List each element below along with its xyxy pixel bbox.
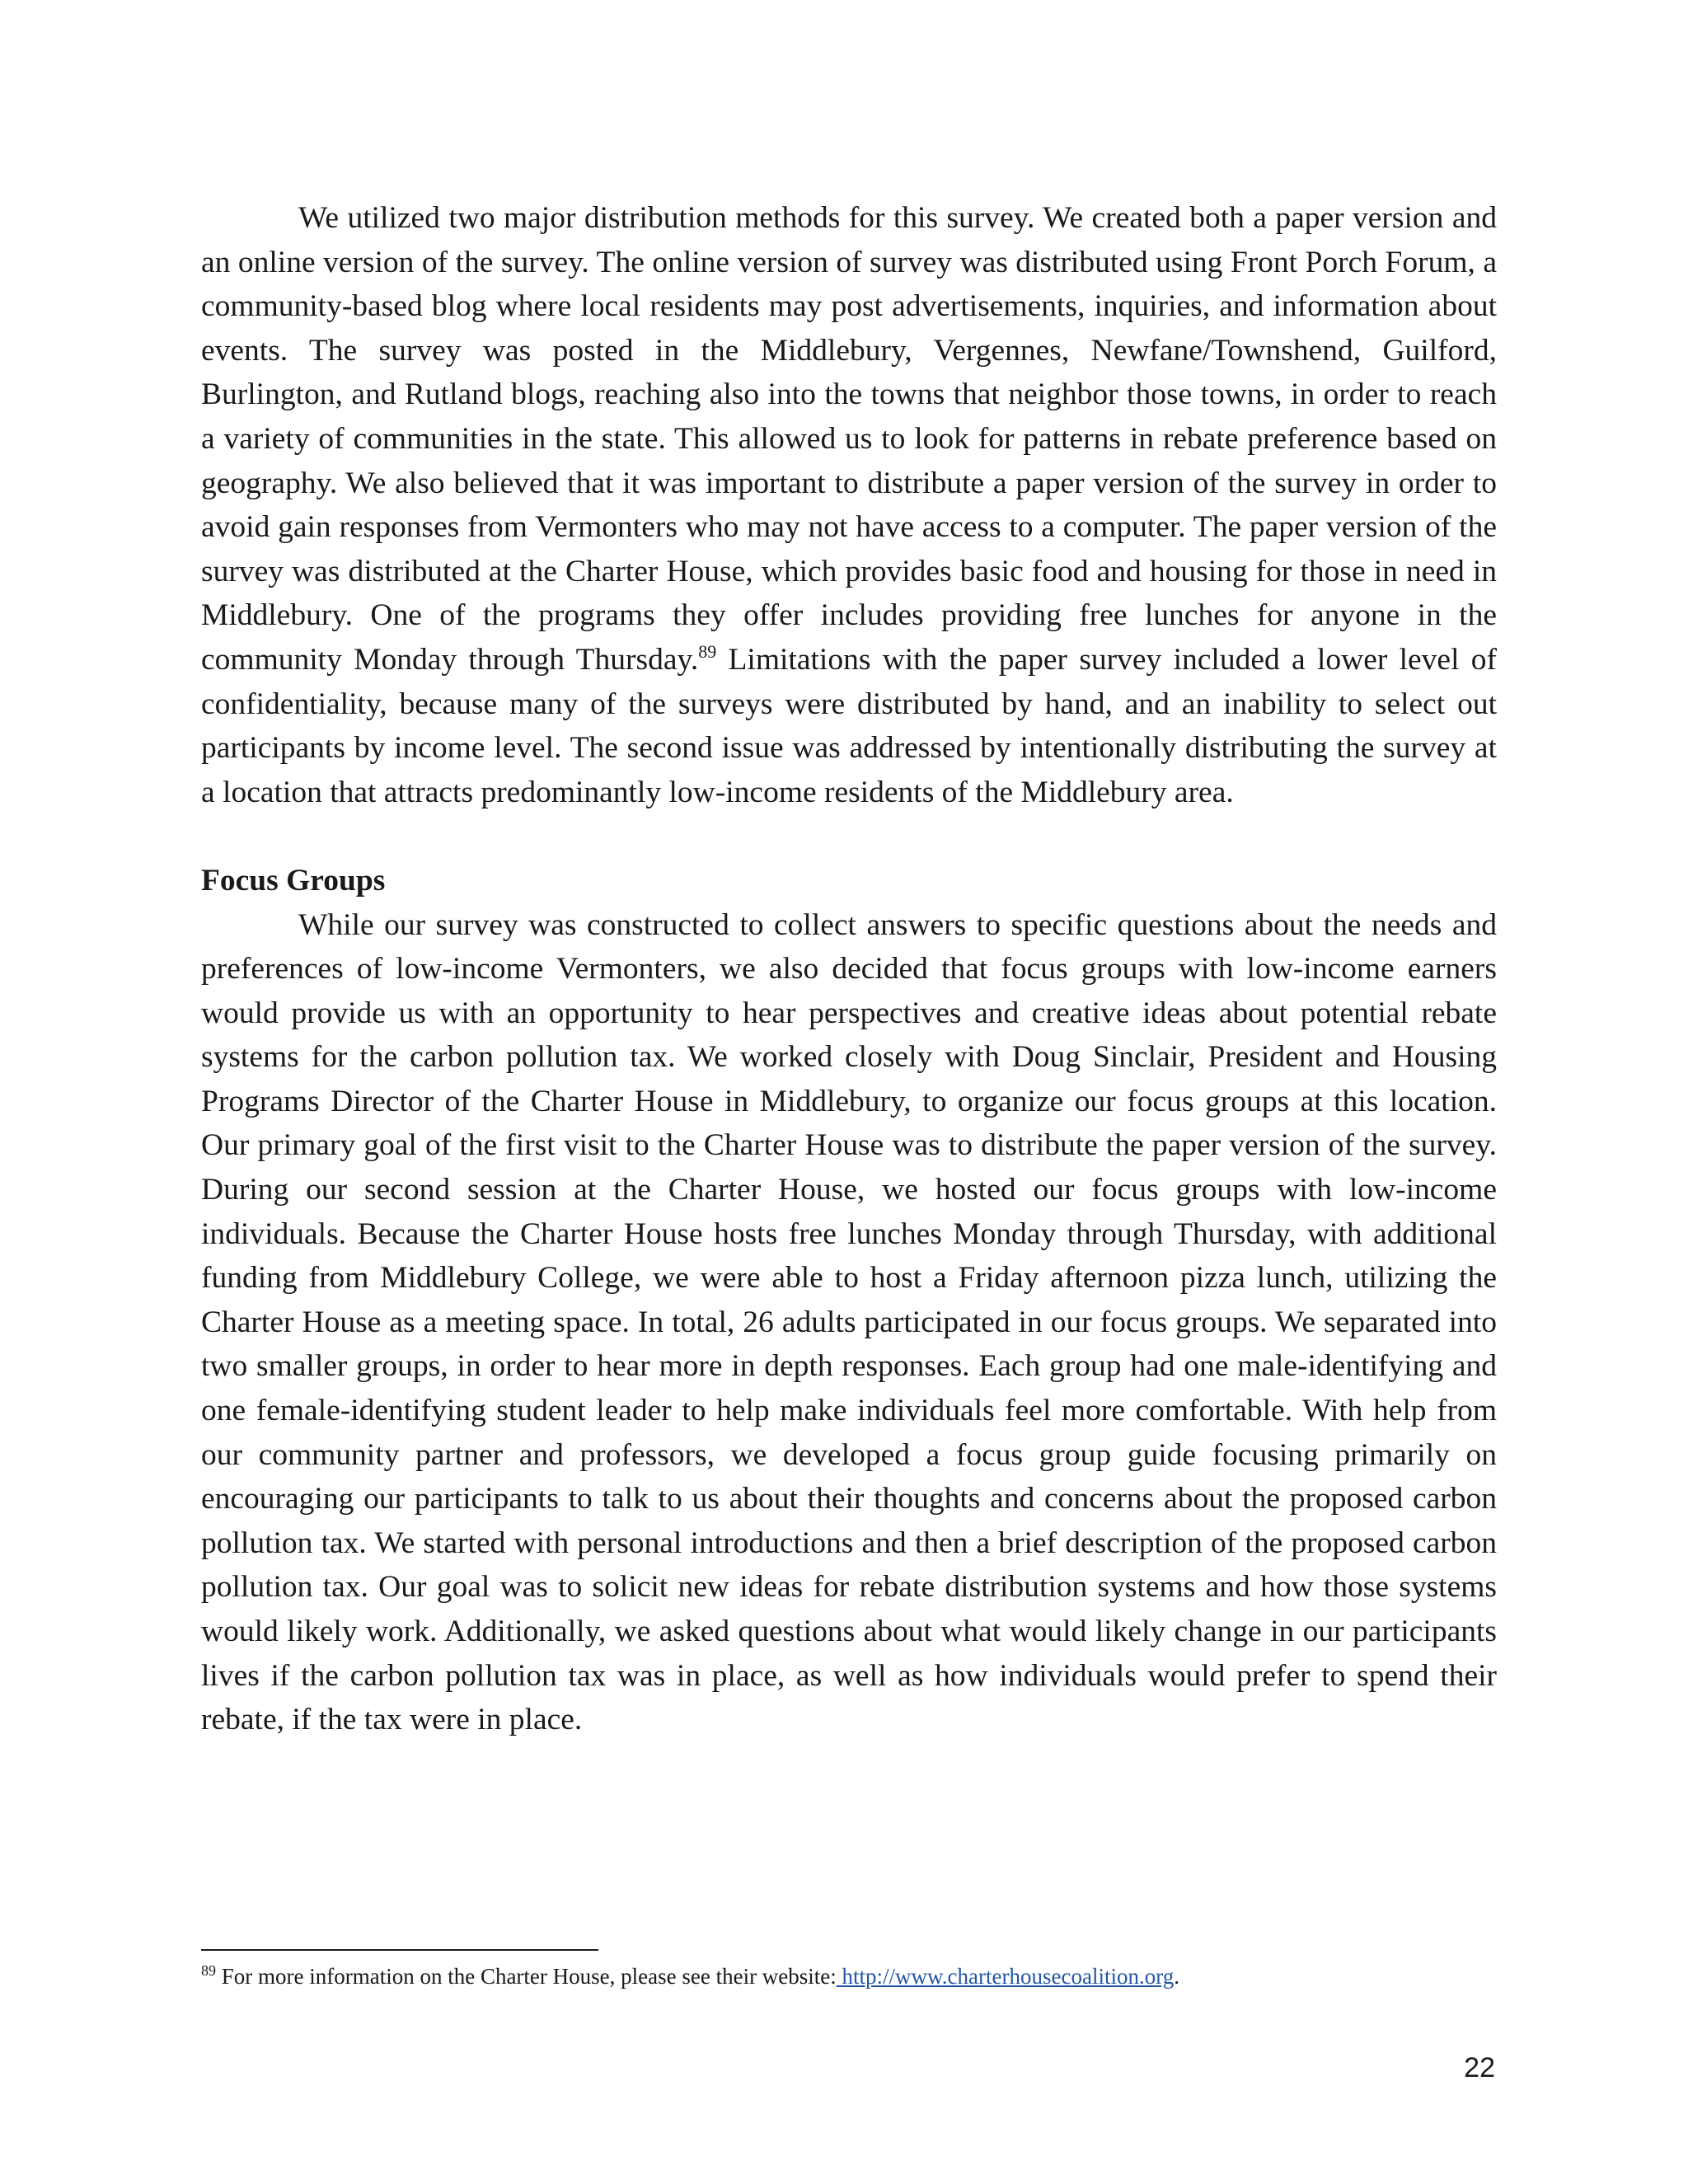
page-number: 22	[1464, 2052, 1495, 2083]
section-heading-focus-groups: Focus Groups	[201, 863, 386, 898]
footnote-divider	[201, 1949, 598, 1951]
charter-house-link[interactable]: http://www.charterhousecoalition.org	[836, 1964, 1175, 1989]
paragraph-focus-groups: While our survey was constructed to collect answers to specific questions about the needs and preferences of low-income Vermonters, we also decided that focus groups with low-income earners would provide us with an opportunity to hear perspectives and creative ideas about potential rebate systems for the carbon pollution tax. We worked closely with Doug Sinclair, President and Housing Programs Director of the Charter House in Middlebury, to organize our focus groups at this location. Our primary goal of the first visit to the Charter House was to distribute the paper version of the survey. During our second session at the Charter House, we hosted our focus groups with low-income individuals. Because the Charter House hosts free lunches Monday through Thursday, with additional funding from Middlebury College, we were able to host a Friday afternoon pizza lunch, utilizing the Charter House as a meeting space. In total, 26 adults participated in our focus groups. We separated into two smaller groups, in order to hear more in depth responses. Each group had one male-identifying and one female-identifying student leader to help make individuals feel more comfortable. With help from our community partner and professors, we developed a focus group guide focusing primarily on encouraging our participants to talk to us about their thoughts and concerns about the proposed carbon pollution tax. We started with personal introductions and then a brief description of the proposed carbon pollution tax. Our goal was to solicit new ideas for rebate distribution systems and how those systems would likely work. Additionally, we asked questions about what would likely change in our participants lives if the carbon pollution tax was in place, as well as how individuals would prefer to spend their rebate, if the tax were in place.	[201, 907, 1497, 1737]
paragraph-text: Limitations with the paper survey included a lower level of confidentiality, because many of the surveys were distributed by hand, and an inability to select out participants by income level. The second issue was addressed by intentionally distributing the survey at a location that attracts predominantly low-income residents of the Middlebury area.	[201, 642, 1498, 809]
paragraph-text: We utilized two major distribution methods for this survey. We created both a paper version and an online version of the survey. The online version of survey was distributed using Front Porch Forum, a community-based blog where local residents may post advertisements, inquiries, and information about events. The survey was posted in the Middlebury, Vergennes, Newfane/Townshend, Guilford, Burlington, and Rutland blogs, reaching also into the towns that neighbor those towns, in order to reach a variety of communities in the state. This allowed us to look for patterns in rebate preference based on geography. We also believed that it was important to distribute a paper version of the survey in order to avoid gain responses from Vermonters who may not have access to a computer. The paper version of the survey was distributed at the Charter House, which provides basic food and housing for those in need in Middlebury. One of the programs they offer includes providing free lunches for anyone in the community Monday through Thursday.	[201, 201, 1497, 677]
footnote	[201, 1961, 1497, 1991]
footnote-end: .	[1174, 1964, 1179, 1989]
main-content	[201, 196, 1497, 1742]
footnote-reference[interactable]: 89	[698, 640, 717, 662]
paragraph-distribution-methods	[201, 196, 1497, 814]
footnote-number: 89	[201, 1962, 216, 1979]
footnote-text: For more information on the Charter House, please see their website:	[216, 1964, 837, 1989]
